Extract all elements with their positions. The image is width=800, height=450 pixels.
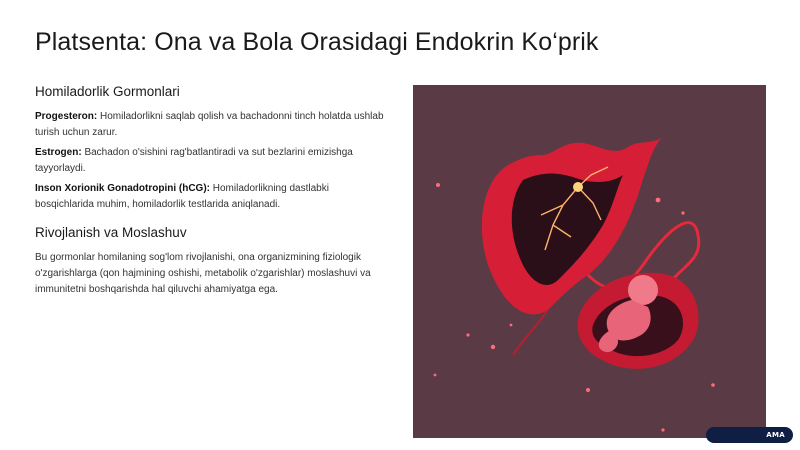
hormone-term: Estrogen: [35, 147, 82, 158]
hormone-description: Homiladorlikning dastlabki bosqichlarida muhim, homiladorlik testlarida aniqlanadi. [35, 183, 329, 210]
section-heading-development: Rivojlanish va Moslashuv [35, 225, 187, 240]
hormone-term: Progesteron: [35, 111, 98, 122]
fetus-head [628, 275, 658, 305]
hormone-item-progesterone [35, 109, 390, 141]
slide-title: Platsenta: Ona va Bola Orasidagi Endokrin Ko‘prik [35, 28, 599, 56]
section-heading-hormones: Homiladorlik Gormonlari [35, 84, 180, 99]
hormone-term: Inson Xorionik Gonadotropini (hCG): [35, 183, 210, 194]
development-paragraph: Bu gormonlar homilaning sog'lom rivojlanishi, ona organizmining fiziologik o'zgarishlarga (qon hajmining oshishi, metabolik o'zgarishlar) moslashuvi va immunitetni boshqarishda hal qiluvchi ahamiyatga ega. [35, 252, 371, 295]
hormone-item-hcg [35, 181, 390, 213]
hormone-item-estrogen [35, 145, 390, 177]
glow-center [573, 182, 583, 192]
placenta-fetus-illustration [413, 85, 766, 438]
content-column [35, 84, 390, 302]
hormone-description: Bachadon o'sishini rag'batlantiradi va sut bezlarini emizishga tayyorlaydi. [35, 147, 353, 174]
illustration-svg [413, 85, 766, 438]
brand-badge[interactable]: AMA [706, 427, 793, 443]
hormone-description: Homiladorlikni saqlab qolish va bachadonni tinch holatda ushlab turish uchun zarur. [35, 111, 384, 138]
